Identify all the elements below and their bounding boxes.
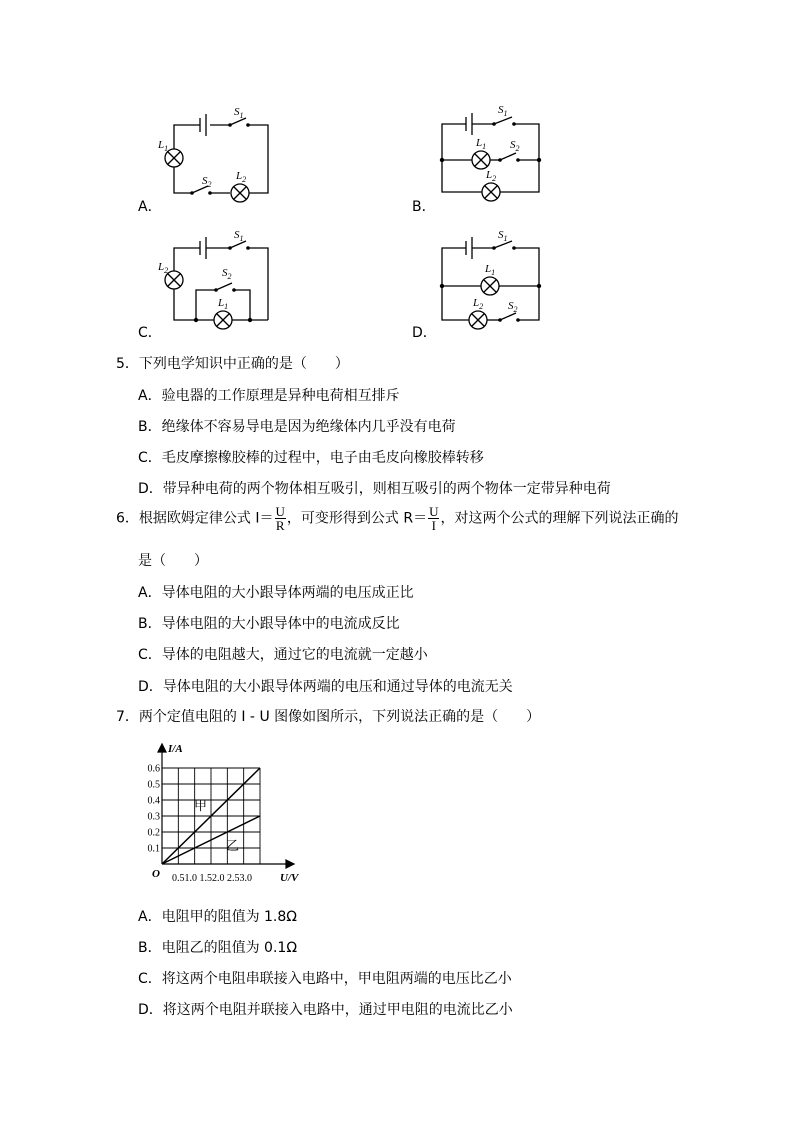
s2-label: $S_2$ [508, 300, 518, 314]
y-tick-label-2: 0.3 [147, 811, 160, 823]
l2-label: $L_2$ [158, 261, 169, 275]
s1-label: $S_1$ [234, 229, 244, 243]
circuit-d [432, 226, 552, 336]
s2-label: $S_2$ [510, 139, 520, 153]
q6-option-d: D．导体电阻的大小跟导体两端的电压和通过导体的电流无关 [138, 679, 513, 695]
q5-stem: 5．下列电学知识中正确的是（ ） [116, 356, 349, 372]
l2-label: $L_2$ [486, 169, 497, 183]
q7-option-a: A．电阻甲的阻值为 1.8Ω [138, 909, 297, 925]
origin-label: O [152, 868, 160, 880]
q6-stem [116, 505, 678, 532]
q5-option-a: A．验电器的工作原理是异种电荷相互排斥 [138, 388, 400, 404]
l2-label: $L_2$ [473, 297, 484, 311]
y-axis-arrow [158, 744, 166, 752]
q6-fraction-1: $\frac{U}{R}$ [275, 504, 285, 533]
circuit-c [150, 226, 280, 336]
q5-option-c: C．毛皮摩擦橡胶棒的过程中，电子由毛皮向橡胶棒转移 [138, 450, 484, 466]
l1-label: $L_1$ [485, 263, 496, 277]
s1-label: $S_1$ [234, 106, 244, 120]
x-axis-arrow [286, 860, 294, 868]
circuit-a [150, 100, 290, 215]
y-tick-label-4: 0.5 [147, 779, 160, 791]
s2-label: $S_2$ [222, 267, 232, 281]
y-axis-title: I/A [168, 743, 183, 755]
circuit-b [432, 98, 552, 210]
series-label-yi: 乙 [226, 838, 240, 853]
q7-option-d: D．将这两个电阻并联接入电路中，通过甲电阻的电流比乙小 [138, 1002, 513, 1018]
s1-label: $S_1$ [498, 229, 508, 243]
l1-label: $L_1$ [158, 139, 169, 153]
l1-label: $L_1$ [476, 137, 487, 151]
q6-option-a: A．导体电阻的大小跟导体两端的电压成正比 [138, 585, 414, 601]
q7-stem: 7．两个定值电阻的 I - U 图像如图所示，下列说法正确的是（ ） [116, 709, 541, 725]
s1-label: $S_1$ [498, 104, 508, 118]
q6-stem-part3: ，对这两个公式的理解下列说法正确的 [440, 510, 679, 527]
l2-label: $L_2$ [236, 170, 247, 184]
q6-stem-part2: ，可变形得到公式 R＝ [286, 510, 428, 527]
q7-option-c: C．将这两个电阻串联接入电路中，甲电阻两端的电压比乙小 [138, 971, 512, 987]
q5-option-d: D．带异种电荷的两个物体相互吸引，则相互吸引的两个物体一定带异种电荷 [138, 481, 611, 497]
option-d-label: D． [412, 325, 437, 341]
option-a-label: A． [138, 199, 162, 215]
iu-chart [140, 738, 310, 888]
l1-label: $L_1$ [218, 297, 229, 311]
q6-stem-line2: 是（ ） [138, 553, 208, 569]
q5-option-b: B．绝缘体不容易导电是因为绝缘体内几乎没有电荷 [138, 419, 456, 435]
y-tick-label-3: 0.4 [147, 795, 160, 807]
y-tick-label-1: 0.2 [147, 827, 160, 839]
q6-option-c: C．导体的电阻越大，通过它的电流就一定越小 [138, 647, 428, 663]
q6-fraction-2: $\frac{U}{I}$ [429, 504, 439, 533]
x-axis-title: U/V [280, 872, 299, 884]
x-tick-labels: 0.51.0 1.52.0 2.53.0 [172, 873, 252, 884]
q6-option-b: B．导体电阻的大小跟导体中的电流成反比 [138, 616, 400, 632]
s2-label: $S_2$ [202, 175, 212, 189]
y-tick-label-0: 0.1 [147, 843, 160, 855]
y-tick-label-5: 0.6 [147, 763, 160, 775]
series-label-jia: 甲 [194, 798, 208, 813]
q6-stem-part1: 6．根据欧姆定律公式 I＝ [116, 510, 274, 527]
option-c-label: C． [138, 325, 162, 341]
q7-option-b: B．电阻乙的阻值为 0.1Ω [138, 940, 298, 956]
option-b-label: B． [412, 199, 436, 215]
